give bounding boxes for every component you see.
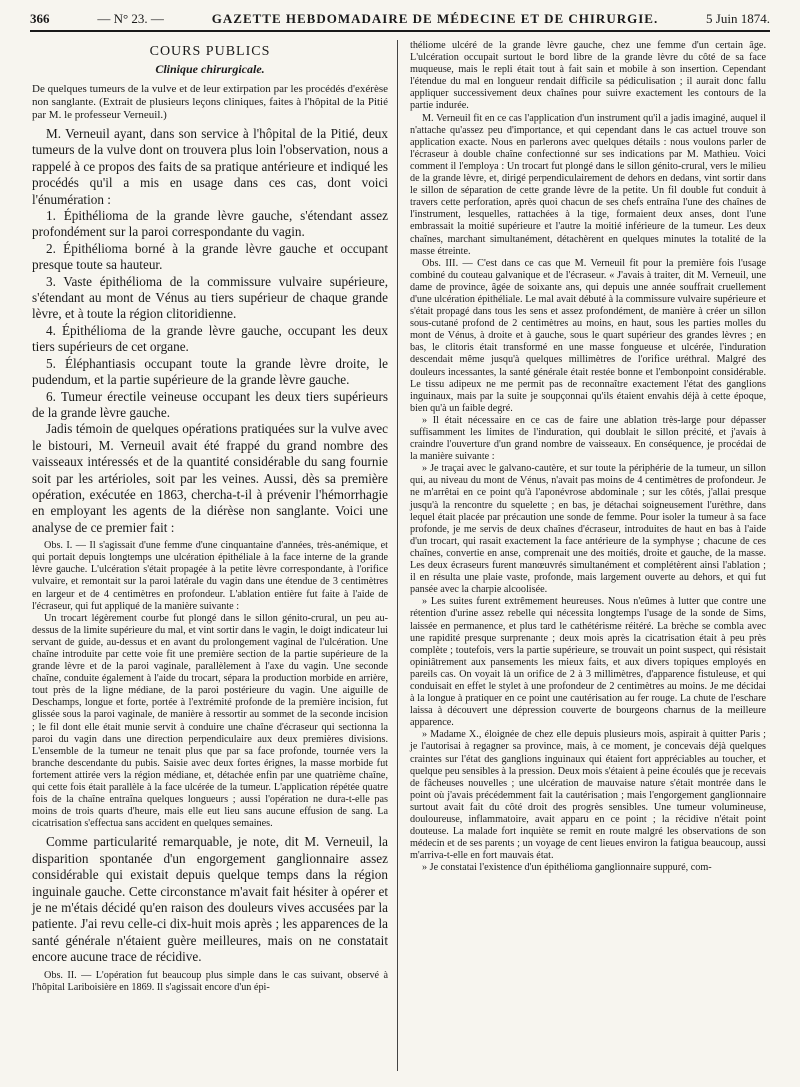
- observation-2: [32, 970, 388, 994]
- right-body: [410, 40, 766, 874]
- issue-date: 5 Juin 1874.: [706, 11, 770, 26]
- paragraph: » Il était nécessaire en ce cas de faire une ablation très-large pour dépasser suffisamment les limites de l'induration, qui doublait le sillon précité, et j'avais à craindre l'ouverture d'un grand nombre de vaisseaux. En conséquence, je procédai de la manière suivante :: [410, 414, 766, 463]
- paragraph: Obs. I. — Il s'agissait d'une femme d'une cinquantaine d'années, très-anémique, et qui portait depuis longtemps une ulcération épithéliale à la face interne de la grande lèvre gauche. L'ulcération s'était propagée à la petite lèvre correspondante, à l'orifice vulvaire, et remontait sur la paroi latérale du vagin dans une étendue de 3 centimètres en largeur et de 4 centimètres en profondeur. L'ablation entière fut faite à l'aide de l'écraseur, qui fut appliqué de la manière suivante :: [32, 540, 388, 612]
- page-header: [30, 8, 770, 30]
- paragraph: M. Verneuil fit en ce cas l'application d'un instrument qu'il a jadis imaginé, auquel il n'attache qu'assez peu d'importance, et qui cependant dans le cas actuel trouve son application exacte. Nous en parlerons avec quelques détails : nous voulons parler de l'écraseur à double chaîne confectionné sur ses indications par M. Mathieu. Voici comment il l'employa : Un trocart fut plongé dans le sillon génito-crural, vers le milieu de la grande lèvre, et, dirigé perpendiculairement de dehors en dedans, vint sortir dans le sillon de séparation de cette grande lèvre de la petite. Un fil double fut conduit à travers cette perforation, après quoi chacun de ses chefs entraîna l'une des chaînes de l'instrument, lesquelles, rattachées à la tige, formaient deux anses, dont l'une embrassait la moitié supérieure et l'autre la moitié inférieure de la tumeur. Les deux chaînes, marchant simultanément, détachèrent en quelques minutes la totalité de la masse étreinte.: [410, 112, 766, 257]
- left-body: [32, 126, 388, 536]
- right-column: [410, 40, 766, 874]
- list-item: 4. Épithélioma de la grande lèvre gauche, occupant les deux tiers supérieurs de cet organe.: [32, 322, 388, 355]
- paragraph: » Je traçai avec le galvano-cautère, et sur toute la périphérie de la tumeur, un sillon qui, au niveau du mont de Vénus, n'avait pas moins de 4 centimètres de profondeur. Je ne m'arrêtai en ce point qu'à l'aponévrose abdominale ; sur les côtés, j'allai presque jusqu'à la rencontre du squelette ; en bas, je détachai soigneusement l'urèthre, dans lequel était placée par précaution une sonde de femme. Pour isoler la tumeur à sa face profonde, je me servis de deux chaînes d'écraseur, introduites de haut en bas à l'aide d'un trocart, qui rasait exactement la face antérieure de la symphyse ; chacune de ces chaînes, convertie en anse, comprenait une des moitiés, droite et gauche, de la masse. Les deux écraseurs furent manœuvrés simultanément et complétèrent ainsi l'ablation ; il en résulta une plaie vaste, profonde, mais largement ouverte au dehors, et qui fut pansée avec la charpie alcoolisée.: [410, 463, 766, 596]
- section-subtitle: Clinique chirurgicale.: [155, 62, 265, 76]
- list-item: 3. Vaste épithélioma de la commissure vulvaire supérieure, s'étendant au mont de Vénus au tiers supérieur de chaque grande lèvre, et à toute la région clitoridienne.: [32, 273, 388, 322]
- paragraph: » Les suites furent extrêmement heureuses. Nous n'eûmes à lutter que contre une rétention d'urine assez rebelle qui nécessita longtemps l'usage de la sonde de Sims, laissée en permanence, et plus tard le cathétérisme réitéré. La brèche se combla avec une rapidité presque surprenante ; deux mois après la cicatrisation était à peu près complète ; toutefois, vers la partie supérieure, se trouvait un point suspect, qui résistait opiniâtrement aux pansements les mieux faits, et aux divers topiques employés en pareils cas. On voyait là un orifice de 2 à 3 millimètres, d'apparence fistuleuse, et qui conduisait en effet le stylet à une profondeur de 2 centimètres au moins. Je me décidai à la longue à pratiquer en ce point une cautérisation au fer rouge. La chute de l'eschare laissa à découvert une dépression couverte de bourgeons charnus de la meilleure apparence.: [410, 596, 766, 729]
- list-item: 6. Tumeur érectile veineuse occupant les deux tiers supérieurs de la grande lèvre gauche.: [32, 388, 388, 420]
- column-divider: [397, 40, 398, 1071]
- journal-title: GAZETTE HEBDOMADAIRE DE MÉDECINE ET DE CHIRURGIE.: [211, 11, 659, 26]
- article-intro: De quelques tumeurs de la vulve et de leur extirpation par les procédés d'exérèse non sanglante. (Extrait de plusieurs leçons cliniques, faites à l'hôpital de la Pitié par M. le professeur Verneuil.): [32, 83, 388, 121]
- section-title: COURS PUBLICS: [149, 44, 271, 59]
- paragraph: » Je constatai l'existence d'un épithélioma ganglionnaire suppuré, com-: [422, 862, 712, 874]
- list-item: 5. Éléphantiasis occupant toute la grande lèvre droite, le pudendum, et la partie supérieure de la grande lèvre gauche.: [32, 355, 388, 388]
- paragraph: Obs. II. — L'opération fut beaucoup plus simple dans le cas suivant, observé à l'hôpital Lariboisière en 1869. Il s'agissait encore d'un épi-: [32, 969, 388, 993]
- paragraph: » Madame X., éloignée de chez elle depuis plusieurs mois, aspirait à quitter Paris ; je l'autorisai à regagner sa province, mais, à ce moment, je concevais déjà quelques craintes sur l'état des ganglions inguinaux qui étaient fort appréciables au toucher, et quelque peu sensibles à la pression. Deux mois s'étaient à peine écoulés que je recevais de fâcheuses nouvelles ; une ulcération de mauvaise nature s'était montrée dans le point où j'avais précédemment fait la cautérisation ; mais l'engorgement ganglionnaire surtout avait fait du côté droit des progrès sensibles. Une tumeur volumineuse, douloureuse, inflammatoire, avait apparu en ce point ; la récidive n'était point douteuse. La malade fort inquiète se remit en route malgré les observations de son médecin et de ses parents ; un voyage de cent lieues environ la fatigua beaucoup, aussi m'arriva-t-elle en fort mauvais état.: [410, 729, 766, 862]
- paragraph: Comme particularité remarquable, je note, dit M. Verneuil, la disparition spontanée d'un engorgement ganglionnaire assez considérable qui existait depuis quelque temps dans la région inguinale gauche. Cette circonstance m'avait fait hésiter à opérer et je ne m'étais décidé qu'en raison des douleurs vives accusées par la patiente. J'ai revu celle-ci dix-huit mois après ; les apparences de la santé générale n'étaient guère meilleures, mais on ne constatait encore aucune trace de récidive.: [32, 834, 388, 965]
- paragraph: M. Verneuil ayant, dans son service à l'hôpital de la Pitié, deux tumeurs de la vulve dont on trouvera plus loin l'observation, nous a rappelé à ce propos des faits de sa pratique antérieure et indiqué les procédés qu'il a mis en usage dans ces cas, dont voici l'énumération :: [32, 126, 388, 207]
- observation-1: [32, 540, 388, 830]
- tumor-list: [32, 208, 388, 421]
- list-item: 1. Épithélioma de la grande lèvre gauche, s'étendant assez profondément sur la paroi correspondante du vagin.: [32, 208, 388, 240]
- paragraph: Un trocart légèrement courbe fut plongé dans le sillon génito-crural, un peu au-dessus de la limite supérieure du mal, et vint sortir dans le vagin, le doigt indicateur lui servant de guide, au-dessus et en avant du prolongement vaginal de l'ulcération. Une chaîne introduite par cette voie fit une première section de la partie supérieure de la grande lèvre et de la paroi vaginale, parallèlement à l'axe du vagin. Une seconde chaîne, conduite également à l'aide du trocart, sépara la production morbide en arrière, tout près de la ligne médiane, de la paroi postérieure du vagin. Une aiguille de Deschamps, longue et forte, portée à l'extrémité profonde de la première incision, fut glissée sous la paroi vaginale, de manière à ressortir au sommet de la seconde incision ; le fil dont elle était munie servit à conduire une chaîne d'écraseur qui sectionna la paroi du vagin dans une direction perpendiculaire aux deux premières divisions. L'ensemble de la tumeur ne tenait plus que par sa face profonde, tournée vers la branche descendante du pubis. Saisie avec deux fortes érignes, la masse morbide fut fortement attirée vers la région médiane, et, détachée enfin par une quatrième chaîne, qui cette fois était parallèle à la face ulcérée de la tumeur. L'application répétée quatre fois de la chaîne entraîna quelques longueurs ; aussi l'opération ne dura-t-elle pas moins de trois quarts d'heure, mais elle eut lieu sans aucune effusion de sang. La cicatrisation s'effectua sans accident en quelques semaines.: [32, 612, 388, 830]
- header-rule: [30, 30, 770, 32]
- paragraph: Obs. III. — C'est dans ce cas que M. Verneuil fit pour la première fois l'usage combiné du couteau galvanique et de l'écraseur. « J'avais à traiter, dit M. Verneuil, une dame de province, âgée de soixante ans, qui depuis une année souffrait cruellement d'une ulcération épithéliale. Le mal avait débuté à la commissure vulvaire supérieure et s'était propagé dans tous les sens et assez profondément, de manière à créer un sillon sous-cutané profond de 2 centimètres au moins, en haut, sous les parties molles du mont de Vénus, à droite et à gauche, sous le quart supérieur des grandes lèvres ; en bas, le clitoris était transformé en une masse fongueuse et ulcérée, l'induration descendait même jusqu'à quelques millimètres de l'orifice uréthral. Malgré des douleurs incessantes, la santé générale était restée bonne et l'embonpoint considérable. Le tissu adipeux ne me permit pas de reconnaître exactement l'état des ganglions inguinaux, mais par la suite je soupçonnai qu'ils étaient envahis déjà à cette époque, bien qu'à un faible degré.: [410, 257, 766, 414]
- left-body-2: [32, 834, 388, 965]
- paragraph: Jadis témoin de quelques opérations pratiquées sur la vulve avec le bistouri, M. Verneuil avait été frappé du grand nombre des vaisseaux intéressés et de la quantité considérable du sang fournie soit par les artérioles, soit par les veines. Aussi, dès sa première opération, exécutée en 1863, chercha-t-il à prévenir l'hémorrhagie en employant les agents de la diérèse non sanglante. Voici une analyse de ce premier fait :: [32, 421, 388, 535]
- page-number: 366: [30, 11, 50, 26]
- paragraph: théliome ulcéré de la grande lèvre gauche, chez une femme d'un certain âge. L'ulcération occupait surtout le bord libre de la grande lèvre du côté de sa face muqueuse, mais le repli était tout à fait sain et mobile à son insertion. Cependant l'étendue du mal en longueur rendait difficile sa pédiculisation ; il aurait donc fallu appliquer successivement deux chaînes pour suivre exactement les contours de la partie indurée.: [410, 40, 766, 112]
- list-item: 2. Épithélioma borné à la grande lèvre gauche et occupant presque toute sa hauteur.: [32, 240, 388, 273]
- issue-number: — N° 23. —: [97, 11, 164, 26]
- left-column: [32, 40, 388, 994]
